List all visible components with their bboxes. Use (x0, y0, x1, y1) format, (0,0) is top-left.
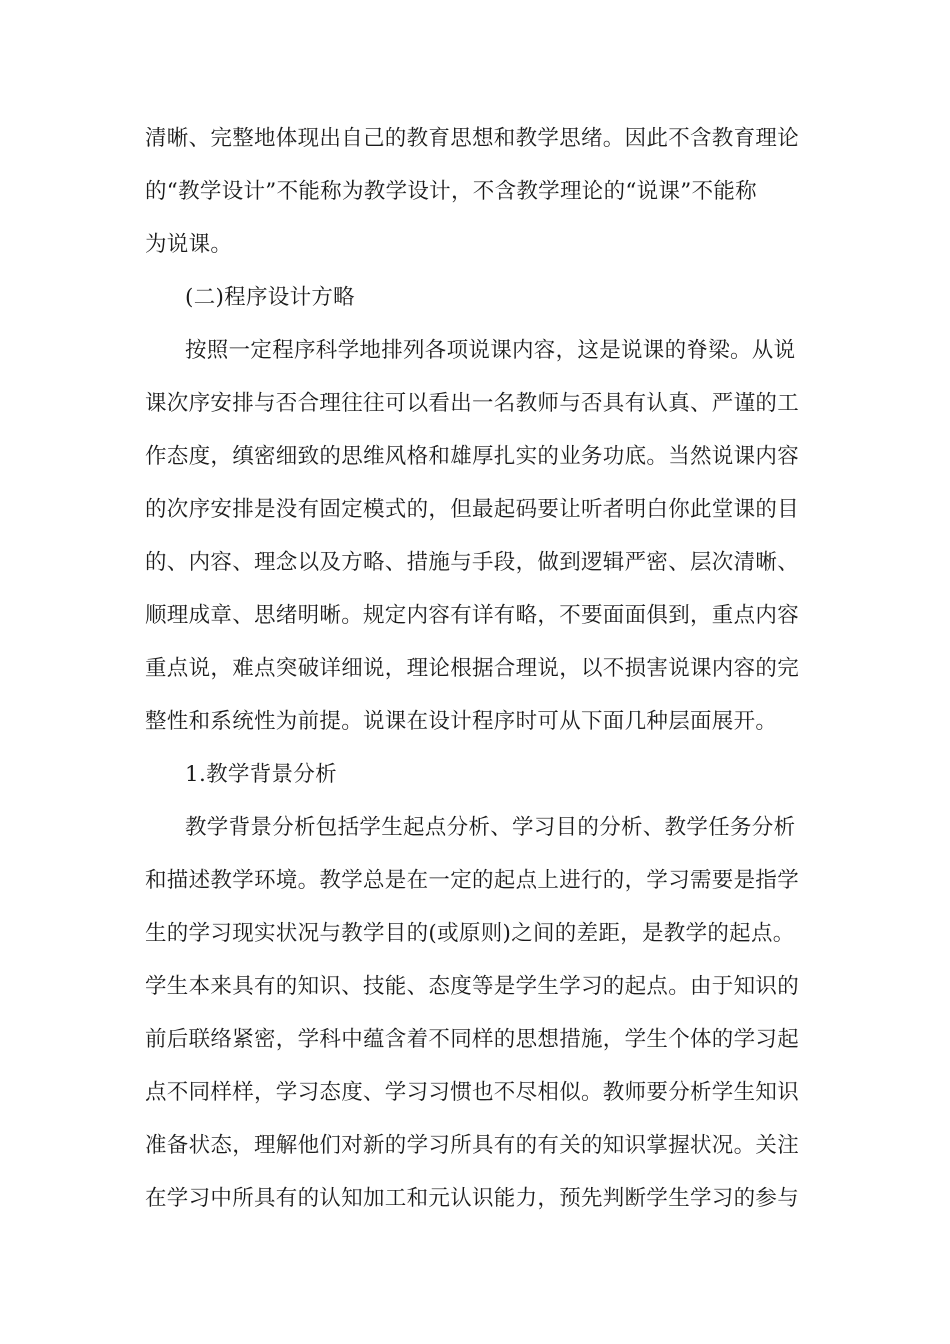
text-line: 顺理成章、思绪明晰。规定内容有详有略，不要面面俱到，重点内容 (145, 603, 800, 628)
subsection-heading: 1.教学背景分析 (185, 762, 337, 787)
text-line: 教学背景分析包括学生起点分析、学习目的分析、教学任务分析 (185, 815, 796, 840)
text-line: 的次序安排是没有固定模式的，但最起码要让听者明白你此堂课的目 (145, 497, 800, 522)
text-line: 前后联络紧密，学科中蕴含着不同样的思想措施，学生个体的学习起 (145, 1027, 800, 1052)
text-line: 作态度，缜密细致的思维风格和雄厚扎实的业务功底。当然说课内容 (145, 444, 800, 469)
text-line: 清晰、完整地体现出自己的教育思想和教学思绪。因此不含教育理论 (145, 126, 800, 151)
text-line: 课次序安排与否合理往往可以看出一名教师与否具有认真、严谨的工 (145, 391, 800, 416)
text-line: 的、内容、理念以及方略、措施与手段，做到逻辑严密、层次清晰、 (145, 550, 800, 575)
text-line: 整性和系统性为前提。说课在设计程序时可从下面几种层面展开。 (145, 709, 778, 734)
text-line: 点不同样样，学习态度、学习习惯也不尽相似。教师要分析学生知识 (145, 1080, 800, 1105)
text-line: 按照一定程序科学地排列各项说课内容，这是说课的脊梁。从说 (185, 338, 796, 363)
text-line: 重点说，难点突破详细说，理论根据合理说，以不损害说课内容的完 (145, 656, 800, 681)
text-line: 的“教学设计”不能称为教学设计，不含教学理论的“说课”不能称 (145, 179, 757, 204)
text-line: 和描述教学环境。教学总是在一定的起点上进行的，学习需要是指学 (145, 868, 800, 893)
section-heading: (二)程序设计方略 (185, 285, 355, 310)
text-line: 学生本来具有的知识、技能、态度等是学生学习的起点。由于知识的 (145, 974, 800, 999)
text-line: 为说课。 (145, 232, 233, 257)
text-line: 生的学习现实状况与教学目的(或原则)之间的差距，是教学的起点。 (145, 921, 795, 946)
text-line: 准备状态，理解他们对新的学习所具有的有关的知识掌握状况。关注 (145, 1133, 800, 1158)
text-line: 在学习中所具有的认知加工和元认识能力，预先判断学生学习的参与 (145, 1186, 800, 1211)
